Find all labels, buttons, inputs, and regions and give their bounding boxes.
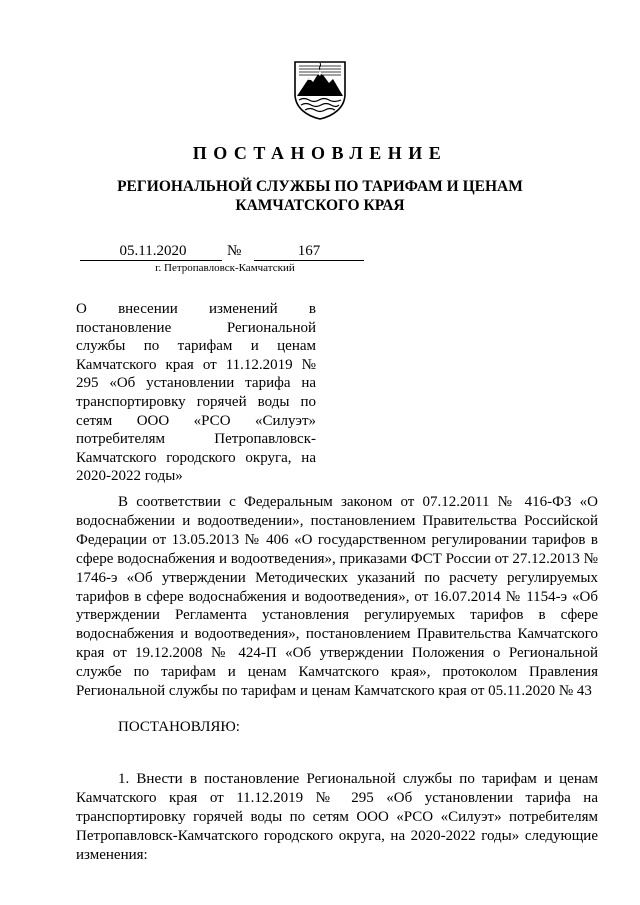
issuing-authority	[100, 177, 540, 215]
document-date: 05.11.2020	[80, 243, 222, 261]
number-sign: №	[227, 243, 242, 259]
registration-row	[80, 243, 370, 263]
document-number: 167	[254, 243, 364, 261]
preamble-paragraph: В соответствии с Федеральным законом от 07.12.2011 № 416-ФЗ «О водоснабжении и водоотведении», постановлением Правительства Российской Федерации от 13.05.2013 № 406 «О государственном регулировании тарифов в сфере водоснабжения и водоотведения», приказами ФСТ России от 27.12.2013 № 1746-э «Об утверждении Методических указаний по расчету регулируемых тарифов в сфере водоснабжения и водоотведения», от 16.07.2014 № 1154-э «Об утверждении Регламента установления регулируемых тарифов в сфере водоснабжения и водоотведения», постановлением Правительства Камчатского края от 19.12.2008 № 424-П «Об утверждении Положения о Региональной службе по тарифам и ценам Камчатского края», протоколом Правления Региональной службы по тарифам и ценам Камчатского края от 05.11.2020 № 43	[76, 494, 598, 700]
authority-line-1: РЕГИОНАЛЬНОЙ СЛУЖБЫ ПО ТАРИФАМ И ЦЕНАМ	[117, 178, 523, 195]
issue-city: г. Петропавловск-Камчатский	[155, 262, 295, 274]
document-subject: О внесении изменений в постановление Региональной службы по тарифам и ценам Камчатского края от 11.12.2019 № 295 «Об установлении тарифа на транспортировку горячей воды по сетям ООО «РСО «Силуэт» потребителям Петропавловск-Камчатского городского округа, на 2020-2022 годы»	[76, 301, 316, 485]
document-type-title: ПОСТАНОВЛЕНИЕ	[192, 143, 448, 163]
resolve-heading: ПОСТАНОВЛЯЮ:	[118, 719, 240, 735]
kamchatka-coat-of-arms-icon	[291, 56, 349, 120]
authority-line-2: КАМЧАТСКОГО КРАЯ	[235, 197, 405, 214]
item-1-paragraph: 1. Внести в постановление Региональной службы по тарифам и ценам Камчатского края от 11.12.2019 № 295 «Об установлении тарифа на транспортировку горячей воды по сетям ООО «РСО «Силуэт» потребителям Петропавловск-Камчатского городского округа, на 2020-2022 годы» следующие изменения:	[76, 771, 598, 863]
